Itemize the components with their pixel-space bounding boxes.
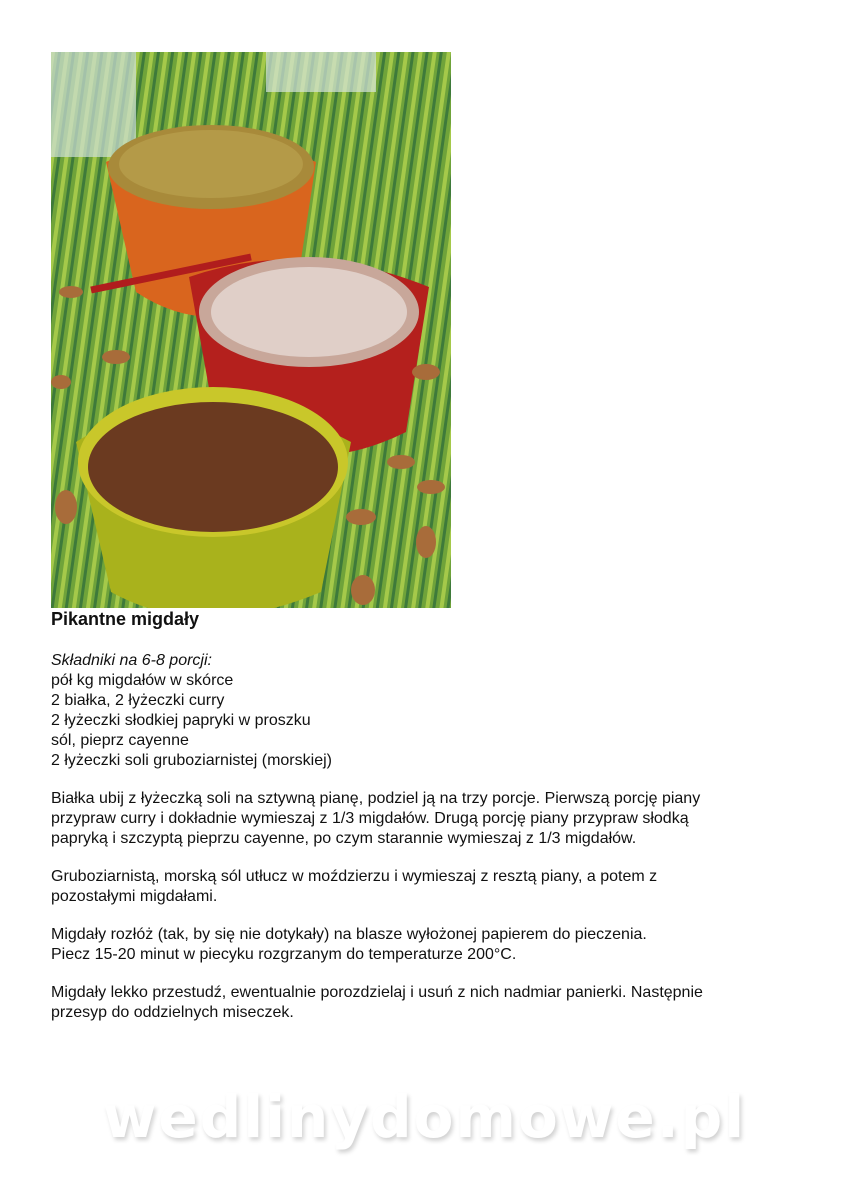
text-line: Piecz 15-20 minut w piecyku rozgrzanym do temperaturze 200°C. — [51, 946, 517, 963]
ingredient-item: 2 białka, 2 łyżeczki curry — [51, 692, 225, 709]
recipe-body — [51, 651, 791, 1041]
text-line: Gruboziarnistą, morską sól utłucz w moździerzu i wymieszaj z resztą piany, a potem z — [51, 868, 658, 885]
recipe-photo — [51, 52, 451, 608]
instruction-paragraph — [51, 867, 791, 907]
ingredient-item: 2 łyżeczki słodkiej papryki w proszku — [51, 712, 311, 729]
text-line: papryką i szczyptą pieprzu cayenne, po czym starannie wymieszaj z 1/3 migdałów. — [51, 830, 637, 847]
glass — [266, 52, 376, 92]
watermark: wedlinydomowe.pl — [102, 1083, 747, 1151]
ingredient-item: pół kg migdałów w skórce — [51, 672, 234, 689]
text-line: Białka ubij z łyżeczką soli na sztywną pianę, podziel ją na trzy porcje. Pierwszą porcję piany — [51, 790, 701, 807]
instruction-paragraph — [51, 983, 791, 1023]
text-line: przesyp do oddzielnych miseczek. — [51, 1004, 294, 1021]
instruction-paragraph — [51, 789, 791, 849]
glass — [51, 52, 136, 157]
instruction-paragraph — [51, 925, 791, 965]
text-line: Migdały lekko przestudź, ewentualnie porozdzielaj i usuń z nich nadmiar panierki. Następnie — [51, 984, 703, 1001]
ingredients-list — [51, 651, 791, 771]
recipe-title: Pikantne migdały — [51, 609, 200, 629]
ingredient-item: sól, pieprz cayenne — [51, 732, 189, 749]
ingredient-item: 2 łyżeczki soli gruboziarnistej (morskiej) — [51, 752, 332, 769]
text-line: pozostałymi migdałami. — [51, 888, 218, 905]
ingredients-heading: Składniki na 6-8 porcji: — [51, 652, 212, 669]
text-line: Migdały rozłóż (tak, by się nie dotykały) na blasze wyłożonej papierem do pieczenia. — [51, 926, 647, 943]
text-line: przypraw curry i dokładnie wymieszaj z 1/3 migdałów. Drugą porcję piany przypraw słodką — [51, 810, 689, 827]
